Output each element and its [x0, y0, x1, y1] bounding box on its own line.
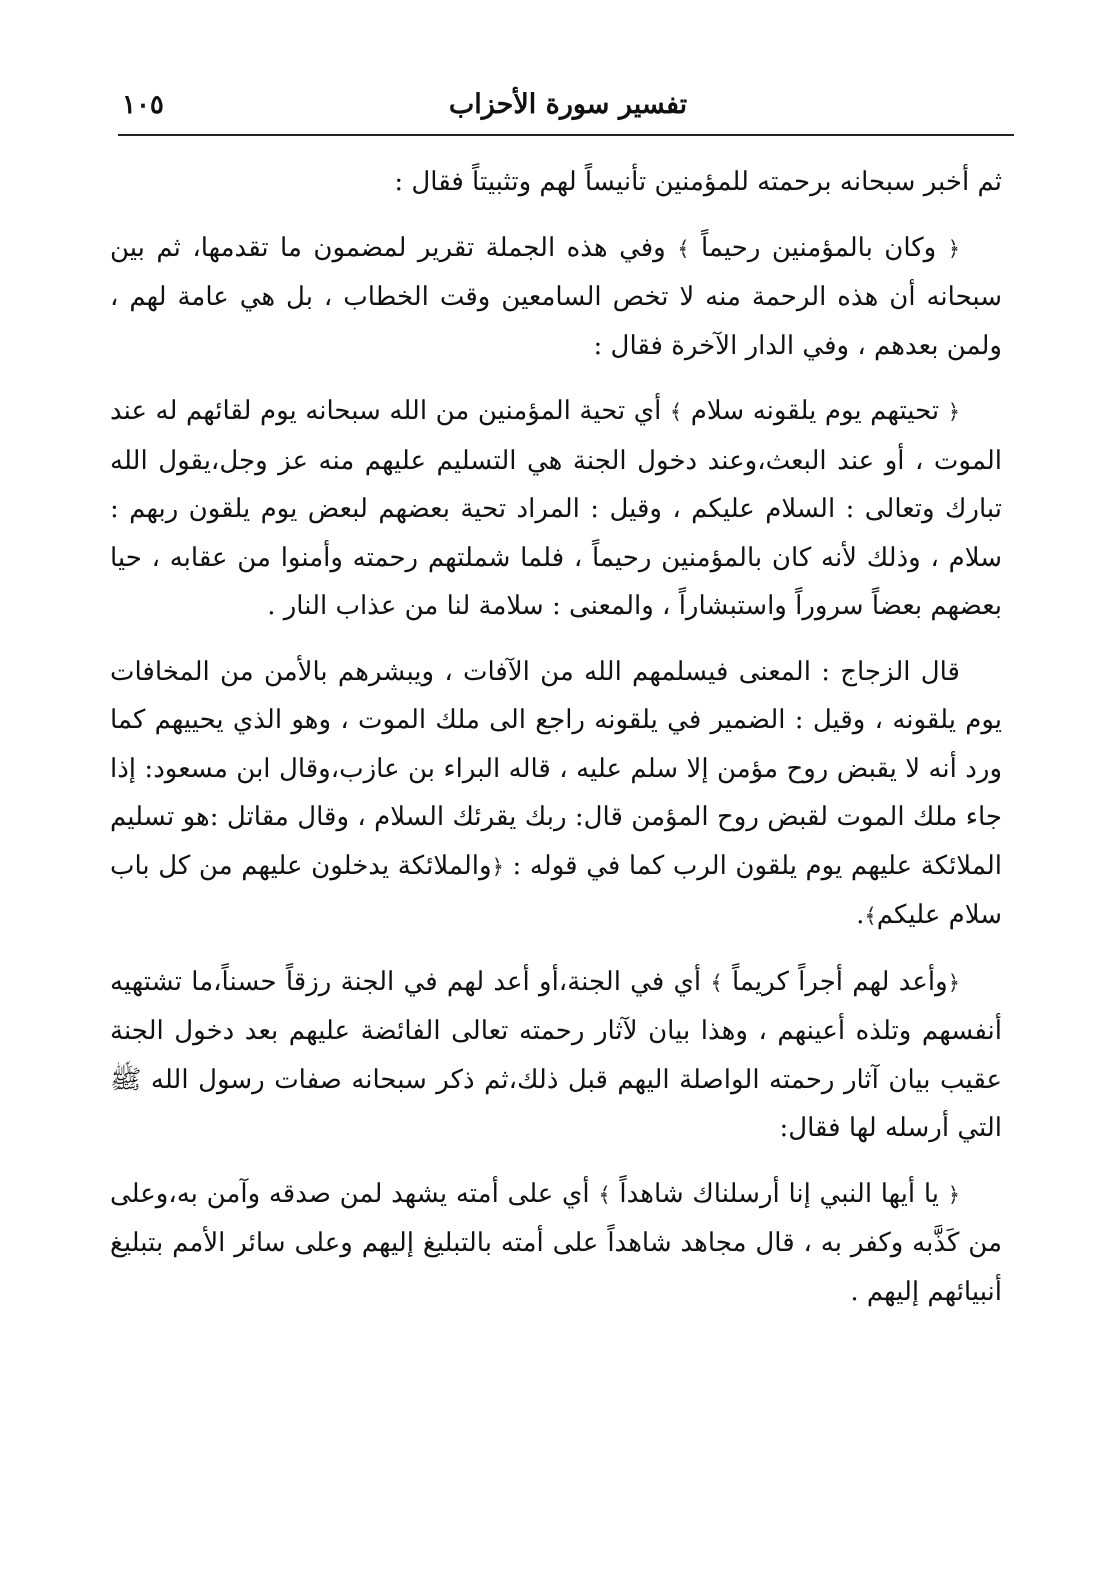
page-number: ١٠٥ [122, 90, 164, 120]
page-title: تفسير سورة الأحزاب [448, 89, 688, 120]
paragraph-1 [110, 158, 1002, 207]
ornate-bracket-close-icon: ﴾ [669, 400, 683, 424]
quran-quote: يا أيها النبي إنا أرسلناك شاهداً [619, 1178, 939, 1209]
paragraph-1-text: ثم أخبر سبحانه برحمته للمؤمنين تأنيساً لهم وتثبيتاً فقال : [394, 167, 1002, 197]
paragraph-5-text: أي في الجنة،أو أعد لهم في الجنة رزقاً حسناً،ما تشتهيه أنفسهم وتلذه أعينهم ، وهذا بيان لآثار رحمته تعالى الفائضة عليهم بعد دخول الجنة عقيب بيان آثار رحمته الواصلة اليهم قبل ذلك،ثم ذكر سبحانه صفات رسول الله ﷺ التي أرسله لها فقال: [110, 966, 1002, 1143]
ornate-bracket-close-icon: ﴾ [677, 236, 690, 261]
body-text [110, 158, 1002, 1333]
paragraph-4-tail: . [856, 900, 865, 930]
quran-quote: والملائكة يدخلون عليهم من كل باب سلام عليكم [110, 850, 1002, 930]
ornate-bracket-open-icon: ﴿ [947, 1182, 961, 1207]
quran-quote: تحيتهم يوم يلقونه سلام [690, 396, 940, 426]
ornate-bracket-open-icon: ﴿ [947, 400, 961, 424]
paragraph-2 [110, 224, 1002, 371]
quran-quote: وأعد لهم أجراً كريماً [731, 966, 948, 997]
quran-quote: وكان بالمؤمنين رحيماً [700, 232, 937, 263]
paragraph-6-text: أي على أمته يشهد لمن صدقه وآمن به،وعلى من كَذَّبه وكفر به ، قال مجاهد شاهداً على أمته بالتبليغ إليهم وعلى سائر الأمم بتبليغ أنبيائهم إليهم . [110, 1178, 1002, 1307]
ornate-bracket-close-icon: ﴾ [710, 970, 723, 995]
paragraph-2-text: وفي هذه الجملة تقرير لمضمون ما تقدمها، ثم بين سبحانه أن هذه الرحمة منه لا تخص السامعين وقت الخطاب ، بل هي عامة لهم ، ولمن بعدهم ، وفي الدار الآخرة فقال : [110, 232, 1002, 361]
ornate-bracket-open-icon: ﴿ [947, 970, 960, 995]
ornate-bracket-open-icon: ﴿ [947, 236, 961, 261]
ornate-bracket-open-icon: ﴿ [491, 854, 504, 879]
paragraph-4-text: قال الزجاج : المعنى فيسلمهم الله من الآفات ، ويبشرهم بالأمن من المخافات يوم يلقونه ، وقيل : الضمير في يلقونه راجع الى ملك الموت ، وهو الذي يحييهم كما ورد أنه لا يقبض روح مؤمن إلا سلم عليه ، قاله البراء بن عازب،وقال ابن مسعود: إذا جاء ملك الموت لقبض روح المؤمن قال: ربك يقرئك السلام ، وقال مقاتل :هو تسليم الملائكة عليهم يوم يلقون الرب كما في قوله : [110, 656, 1002, 881]
ornate-bracket-close-icon: ﴾ [864, 904, 877, 928]
header-rule [118, 134, 1014, 136]
paragraph-3-text: أي تحية المؤمنين من الله سبحانه يوم لقائهم له عند الموت ، أو عند البعث،وعند دخول الجنة هي التسليم عليهم منه عز وجل،يقول الله تبارك وتعالى : السلام عليكم ، وقيل : المراد تحية بعضهم لبعض يوم يلقون ربهم : سلام ، وذلك لأنه كان بالمؤمنين رحيماً ، فلما شملتهم رحمته وأمنوا من عقابه ، حيا بعضهم بعضاً سروراً واستبشاراً ، والمعنى : سلامة لنا من عذاب النار . [110, 396, 1002, 621]
running-header [122, 80, 1014, 140]
paragraph-5 [110, 958, 1002, 1153]
ornate-bracket-close-icon: ﴾ [598, 1182, 611, 1207]
paragraph-6 [110, 1170, 1002, 1317]
paragraph-4 [110, 648, 1002, 941]
paragraph-3 [110, 387, 1002, 631]
